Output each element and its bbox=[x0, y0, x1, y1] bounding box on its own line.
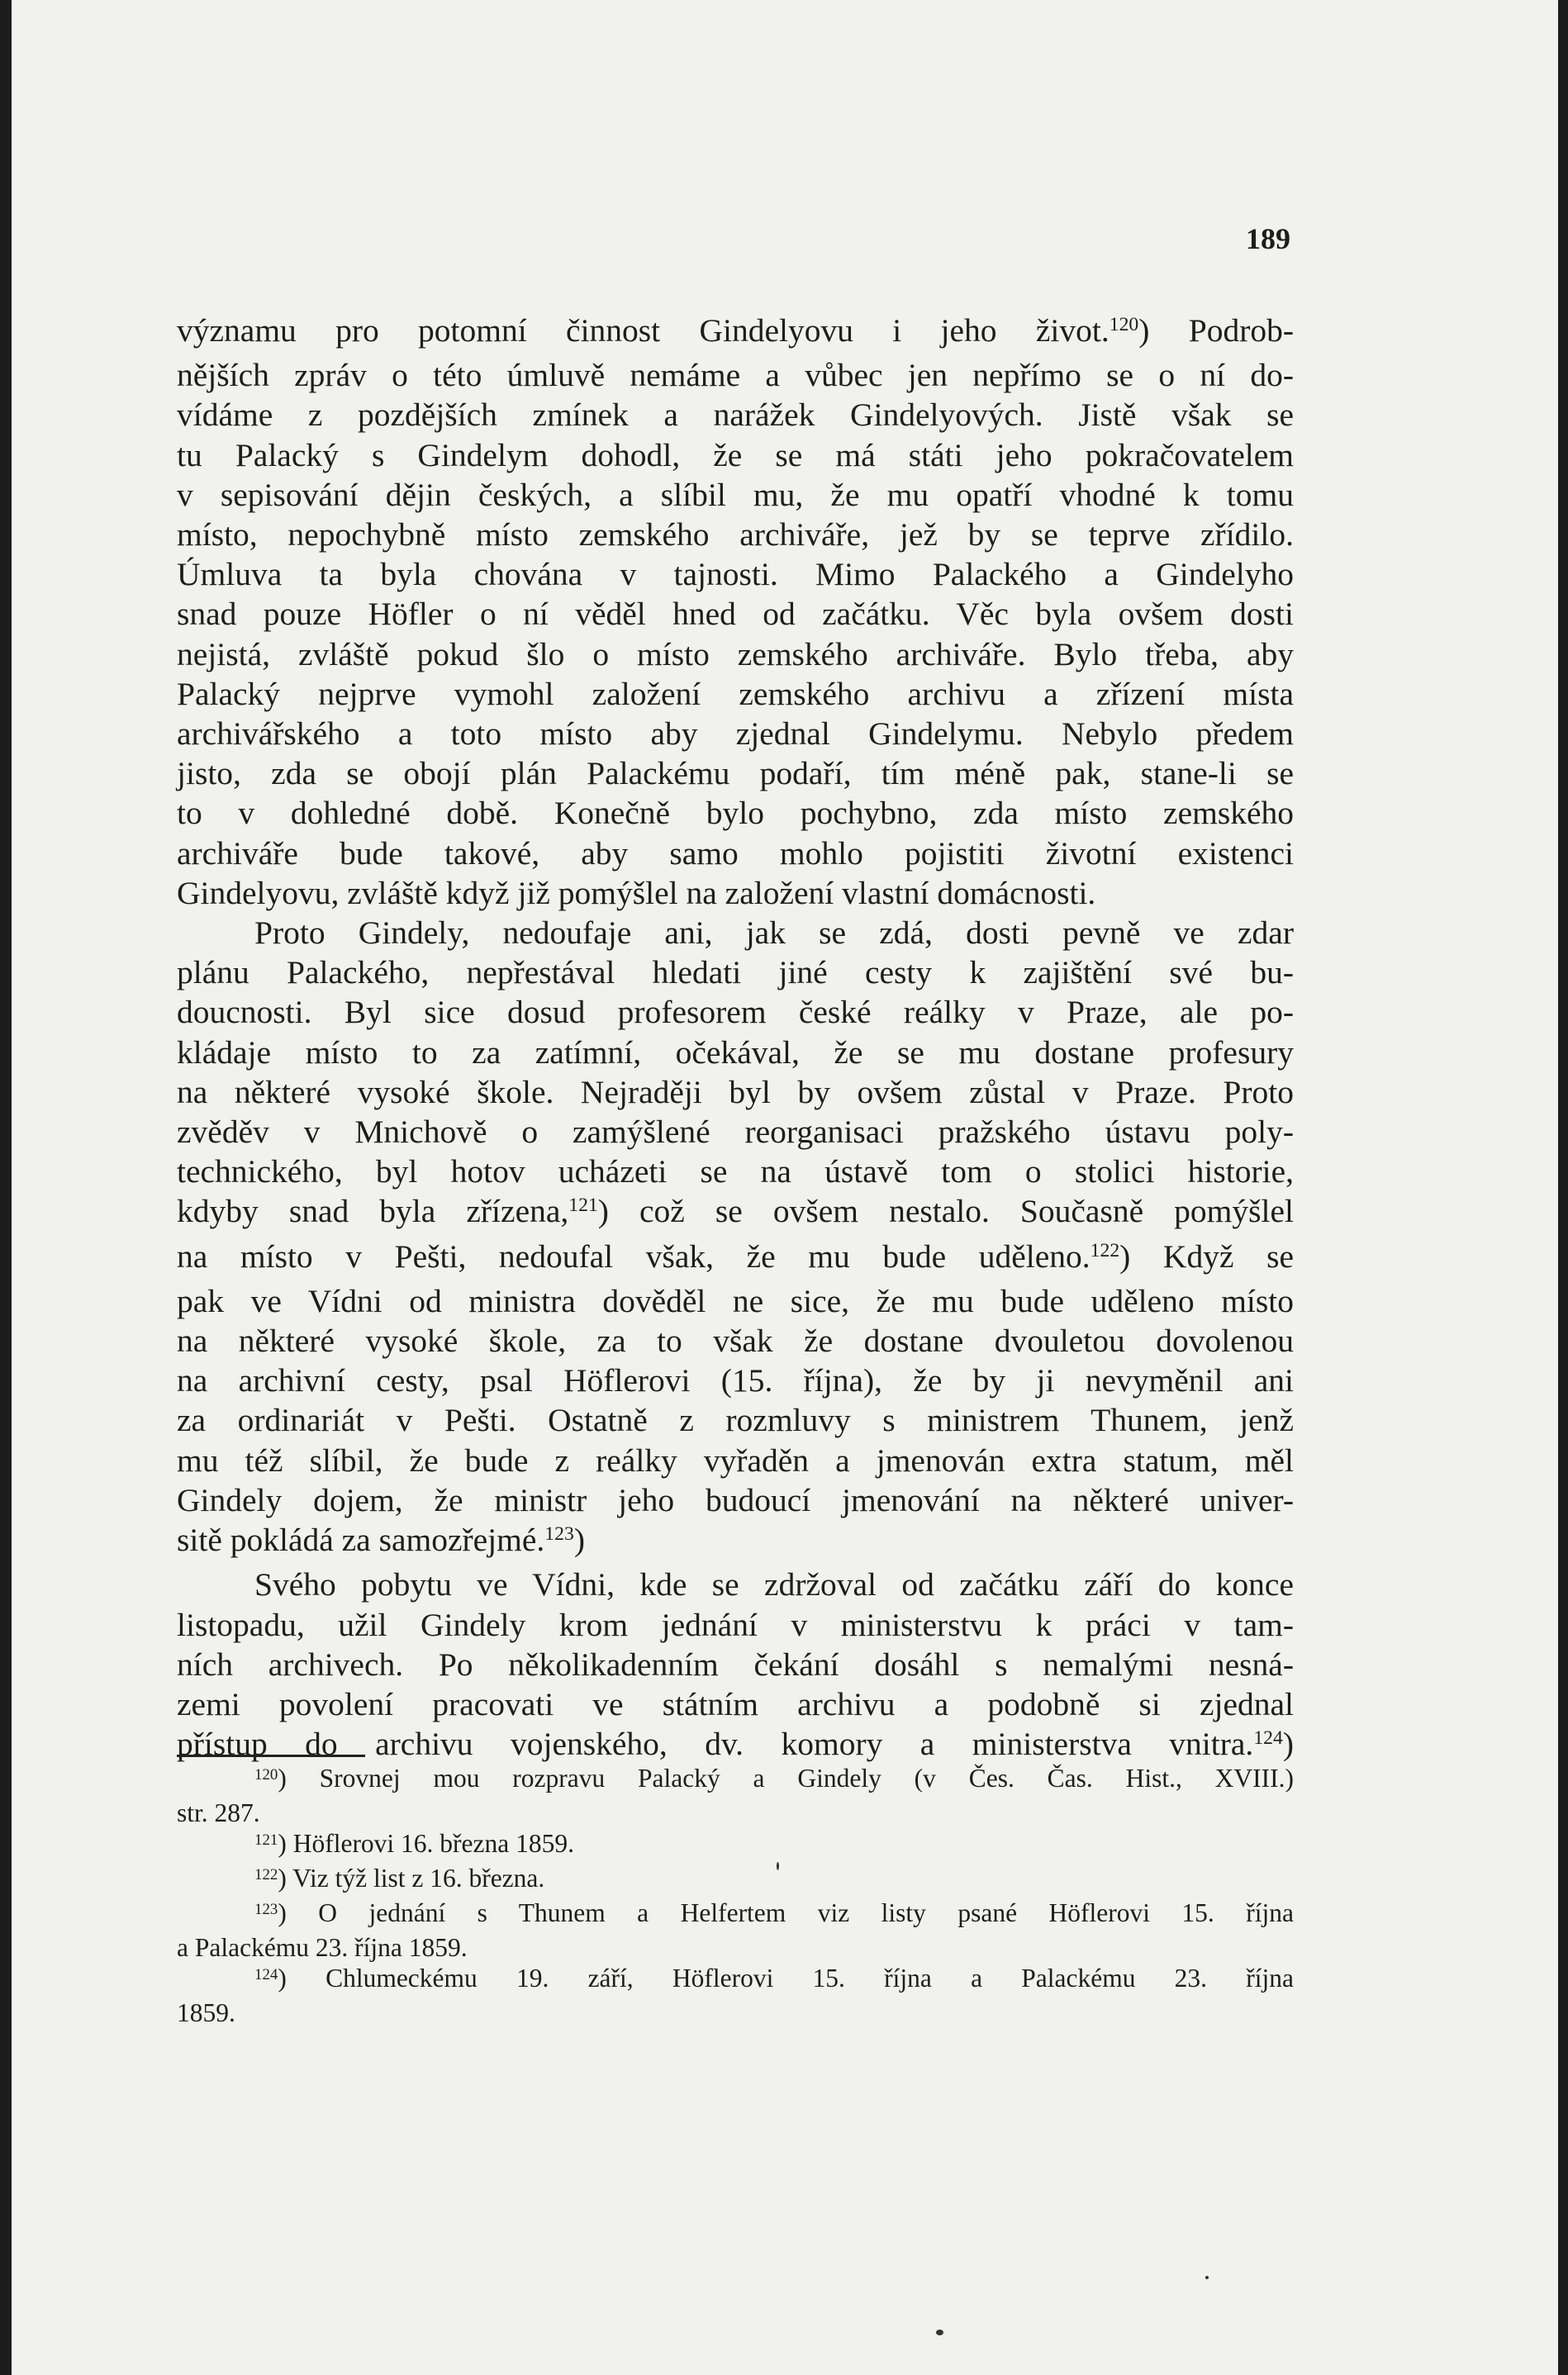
text-line bbox=[177, 1321, 1294, 1361]
text-line bbox=[177, 1237, 1294, 1281]
text-run: kdyby snad byla zřízena, bbox=[177, 1193, 569, 1230]
text-line bbox=[177, 435, 1294, 475]
text-line bbox=[177, 753, 1294, 793]
footnote-reference: 120 bbox=[1109, 313, 1139, 335]
footnote-text: Srovnej mou rozpravu Palacký a Gindely (v Čes. Čas. Hist., XVIII.) bbox=[319, 1764, 1294, 1793]
text-line bbox=[177, 1361, 1294, 1400]
text-line bbox=[177, 594, 1294, 634]
text-line bbox=[177, 1684, 1294, 1724]
text-line bbox=[177, 1605, 1294, 1645]
footnote-paren: ) bbox=[278, 1964, 326, 1993]
footnote-number: 123 bbox=[254, 1900, 278, 1918]
text-run: ) bbox=[1282, 1726, 1294, 1763]
text-line bbox=[177, 992, 1294, 1032]
text-run: listopadu, užil Gindely krom jednání v ministerstvu k práci v tam- bbox=[177, 1606, 1294, 1643]
text-run: Proto Gindely, nedoufaje ani, jak se zdá, dosti pevně ve zdar bbox=[254, 914, 1294, 952]
text-run: Gindelyovu, zvláště když již pomýšlel na založení vlastní domácnosti. bbox=[177, 874, 1096, 911]
text-line bbox=[177, 554, 1294, 594]
text-run: ) což se ovšem nestalo. Současně pomýšlel bbox=[597, 1193, 1294, 1230]
text-run: ních archivech. Po několikadenním čekání dosáhl s nemalými nesná- bbox=[177, 1646, 1294, 1683]
footnote-number: 120 bbox=[254, 1765, 278, 1784]
text-run: technického, byl hotov ucházeti se na ústavě tom o stolici historie, bbox=[177, 1153, 1294, 1190]
text-run: tu Palacký s Gindelym dohodl, že se má státi jeho pokračovatelem bbox=[177, 436, 1294, 473]
text-line bbox=[177, 913, 1294, 952]
text-run: to v dohledné době. Konečně bylo pochybno, zda místo zemského bbox=[177, 795, 1294, 832]
footnote-text: O jednání s Thunem a Helfertem viz listy psané Höflerovi 15. října bbox=[318, 1898, 1294, 1927]
text-run: kládaje místo to za zatímní, očekával, že se mu dostane profesury bbox=[177, 1033, 1294, 1071]
text-run: jisto, zda se obojí plán Palackému podaří, tím méně pak, stane-li se bbox=[177, 755, 1294, 792]
page-number: 189 bbox=[1246, 222, 1290, 255]
text-run: nějších zpráv o této úmluvě nemáme a vůbec jen nepřímo se o ní do- bbox=[177, 357, 1294, 394]
text-run: na některé vysoké škole. Nejraději byl by ovšem zůstal v Praze. Proto bbox=[177, 1073, 1294, 1110]
text-run: za ordinariát v Pešti. Ostatně z rozmluvy s ministrem Thunem, jenž bbox=[177, 1402, 1294, 1439]
text-line bbox=[177, 1441, 1294, 1480]
footnote-reference: 121 bbox=[568, 1195, 598, 1217]
text-run: snad pouze Höfler o ní věděl hned od začátku. Věc byla ovšem dosti bbox=[177, 596, 1294, 633]
footnote-reference: 123 bbox=[544, 1523, 574, 1546]
footnote-separator bbox=[177, 1755, 365, 1757]
text-line bbox=[177, 1480, 1294, 1520]
text-run: zemi povolení pracovati ve státním archivu a podobně si zjednal bbox=[177, 1685, 1294, 1722]
text-run: ) Když se bbox=[1119, 1237, 1294, 1275]
text-line bbox=[177, 1033, 1294, 1072]
text-run: významu pro potomní činnost Gindelyovu i jeho život. bbox=[177, 312, 1109, 349]
footnote-number: 124 bbox=[254, 1965, 278, 1983]
footnote-paren: ) bbox=[278, 1764, 320, 1793]
scan-speck bbox=[1205, 2276, 1209, 2279]
footnote-line bbox=[177, 1898, 1294, 1932]
footnote-text: Höflerovi 16. března 1859. bbox=[292, 1829, 574, 1858]
text-line bbox=[177, 395, 1294, 435]
text-line bbox=[177, 873, 1294, 913]
text-run: na archivní cesty, psal Höflerovi (15. října), že by ji nevyměnil ani bbox=[177, 1362, 1294, 1399]
text-line bbox=[177, 1400, 1294, 1440]
footnote-paren: ) bbox=[278, 1898, 319, 1927]
scan-speck bbox=[777, 1862, 779, 1870]
text-line bbox=[177, 355, 1294, 395]
footnote-line bbox=[177, 1932, 1294, 1963]
footnote-number: 122 bbox=[254, 1865, 278, 1883]
text-run: ) bbox=[573, 1522, 585, 1559]
text-run: ) Podrob- bbox=[1138, 312, 1295, 349]
text-run: zvěděv v Mnichově o zamýšlené reorganisaci pražského ústavu poly- bbox=[177, 1114, 1294, 1151]
text-line bbox=[177, 1191, 1294, 1236]
text-run: Úmluva ta byla chována v tajnosti. Mimo Palackého a Gindelyho bbox=[177, 556, 1294, 593]
text-run: plánu Palackého, nepřestával hledati jiné cesty k zajištění své bu- bbox=[177, 954, 1294, 991]
footnote-text: a Palackému 23. října 1859. bbox=[177, 1933, 468, 1962]
text-line bbox=[177, 1072, 1294, 1112]
text-run: místo, nepochybně místo zemského archiváře, jež by se teprve zřídilo. bbox=[177, 516, 1294, 553]
text-run: archiváře bude takové, aby samo mohlo pojistiti životní existenci bbox=[177, 834, 1294, 872]
text-run: na některé vysoké škole, za to však že dostane dvouletou dovolenou bbox=[177, 1323, 1294, 1360]
text-run: Palacký nejprve vymohl založení zemského archivu a zřízení místa bbox=[177, 675, 1294, 712]
text-line bbox=[177, 1152, 1294, 1191]
footnote-text: str. 287. bbox=[177, 1798, 260, 1827]
text-run: vídáme z pozdějších zmínek a narážek Gindelyových. Jistě však se bbox=[177, 397, 1294, 434]
text-run: v sepisování dějin českých, a slíbil mu, že mu opatří vhodné k tomu bbox=[177, 476, 1294, 513]
text-line bbox=[177, 311, 1294, 355]
text-line bbox=[177, 1565, 1294, 1604]
text-run: Svého pobytu ve Vídni, kde se zdržoval od začátku září do konce bbox=[254, 1566, 1294, 1603]
text-line bbox=[177, 475, 1294, 515]
footnote-paren: ) bbox=[278, 1829, 293, 1858]
footnote-line bbox=[177, 1828, 1294, 1863]
text-line bbox=[177, 1520, 1294, 1565]
footnote-number: 121 bbox=[254, 1831, 278, 1849]
text-run: přístup do archivu vojenského, dv. komory a ministerstva vnitra. bbox=[177, 1726, 1254, 1763]
footnotes bbox=[177, 1763, 1294, 2028]
text-line bbox=[177, 714, 1294, 753]
scan-speck bbox=[936, 2330, 943, 2335]
footnote-text: Chlumeckému 19. září, Höflerovi 15. října a Palackému 23. října bbox=[325, 1964, 1294, 1993]
text-line bbox=[177, 952, 1294, 992]
footnote-line bbox=[177, 1798, 1294, 1828]
text-line bbox=[177, 1112, 1294, 1152]
text-run: nejistá, zvláště pokud šlo o místo zemského archiváře. Bylo třeba, aby bbox=[177, 635, 1294, 672]
text-run: na místo v Pešti, nedoufal však, že mu bude uděleno. bbox=[177, 1237, 1090, 1275]
footnote-text: 1859. bbox=[177, 1998, 235, 2027]
text-run: doucnosti. Byl sice dosud profesorem české reálky v Praze, ale po- bbox=[177, 994, 1294, 1031]
text-run: pak ve Vídni od ministra dověděl ne sice, že mu bude uděleno místo bbox=[177, 1282, 1294, 1319]
body-text bbox=[177, 311, 1294, 1769]
text-line bbox=[177, 834, 1294, 873]
footnote-line bbox=[177, 1763, 1294, 1798]
scanned-page bbox=[12, 0, 1558, 2375]
footnote-line bbox=[177, 1963, 1294, 1997]
footnote-line bbox=[177, 1863, 1294, 1898]
footnote-reference: 124 bbox=[1253, 1727, 1283, 1750]
text-run: mu též slíbil, že bude z reálky vyřaděn a jmenován extra statum, měl bbox=[177, 1442, 1294, 1479]
text-line bbox=[177, 515, 1294, 554]
footnote-paren: ) bbox=[278, 1864, 293, 1893]
footnote-line bbox=[177, 1997, 1294, 2028]
text-line bbox=[177, 1645, 1294, 1684]
text-run: sitě pokládá za samozřejmé. bbox=[177, 1522, 545, 1559]
footnote-reference: 122 bbox=[1090, 1239, 1120, 1261]
text-line bbox=[177, 634, 1294, 674]
text-line bbox=[177, 793, 1294, 833]
text-run: archivářského a toto místo aby zjednal Gindelymu. Nebylo předem bbox=[177, 715, 1294, 753]
text-run: Gindely dojem, že ministr jeho budoucí jmenování na některé univer- bbox=[177, 1481, 1294, 1518]
text-line bbox=[177, 674, 1294, 714]
footnote-text: Viz týž list z 16. března. bbox=[292, 1864, 545, 1893]
text-line bbox=[177, 1281, 1294, 1321]
